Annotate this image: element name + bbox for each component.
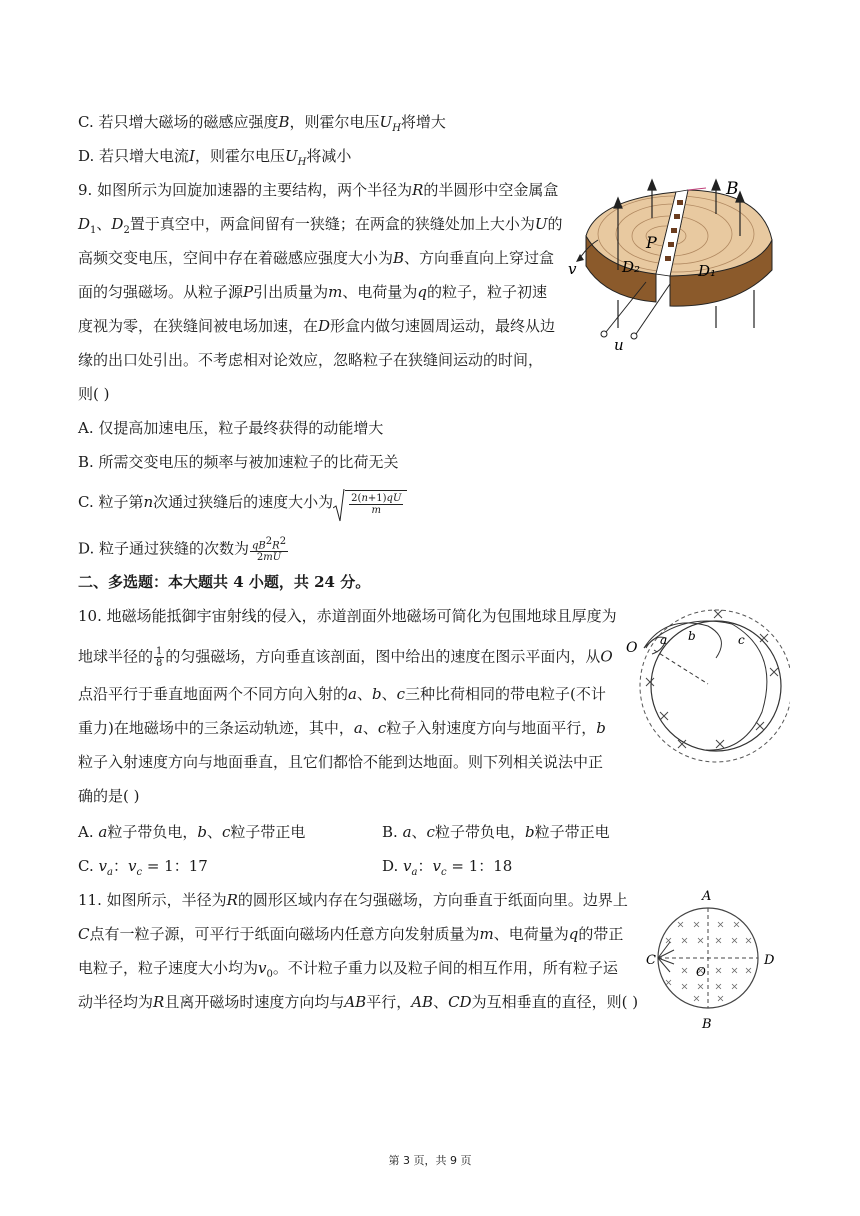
cyclotron-figure xyxy=(566,178,794,354)
label-v: v xyxy=(568,260,577,278)
q10-option-b[interactable]: B. a、c粒子带负电，b粒子带正电 xyxy=(382,823,610,841)
section-title: 二、多选题：本大题共 4 小题，共 24 分。 xyxy=(78,573,371,591)
circle-field-figure xyxy=(644,884,784,1034)
q8-option-c[interactable]: C. 若只增大磁场的磁感应强度B，则霍尔电压$U_H$将增大 xyxy=(78,113,446,134)
label-c: c xyxy=(738,633,745,647)
label-o: O xyxy=(626,640,638,656)
label-b: B xyxy=(726,179,739,199)
label-d: D xyxy=(764,953,775,968)
label-a: A xyxy=(702,889,712,904)
label-c: C xyxy=(646,953,656,968)
q9-option-a[interactable]: A. 仅提高加速电压，粒子最终获得的动能增大 xyxy=(78,419,384,437)
q9-option-c[interactable]: C. 粒子第n次通过狭缝后的速度大小为 $\frac{2(n+1)qU}{m}$ xyxy=(78,490,407,516)
label-a: a xyxy=(660,633,668,647)
label-p: P xyxy=(646,233,657,252)
label-u: u xyxy=(614,336,624,354)
q10-option-d[interactable]: D. $v_a$：$v_c = 1$：18 xyxy=(382,857,513,878)
geomagnetic-figure xyxy=(620,604,790,770)
label-d1: D₁ xyxy=(698,262,717,280)
q8-option-d[interactable]: D. 若只增大电流I，则霍尔电压$U_H$将减小 xyxy=(78,147,352,168)
q9-option-b[interactable]: B. 所需交变电压的频率与被加速粒子的比荷无关 xyxy=(78,453,399,471)
label-b: B xyxy=(702,1017,712,1032)
label-o: O xyxy=(696,965,706,979)
q10-option-c[interactable]: C. $v_a$：$v_c = 1$：17 xyxy=(78,857,208,878)
label-b: b xyxy=(688,629,696,643)
label-d2: D₂ xyxy=(622,258,641,276)
q9-option-d[interactable]: D. 粒子通过狭缝的次数为 $\frac{qB^2R^2}{2mU}$ xyxy=(78,536,287,564)
page-footer: 第 3 页，共 9 页 xyxy=(388,1154,472,1167)
q10-option-a[interactable]: A. a粒子带负电，b、c粒子带正电 xyxy=(78,823,306,841)
